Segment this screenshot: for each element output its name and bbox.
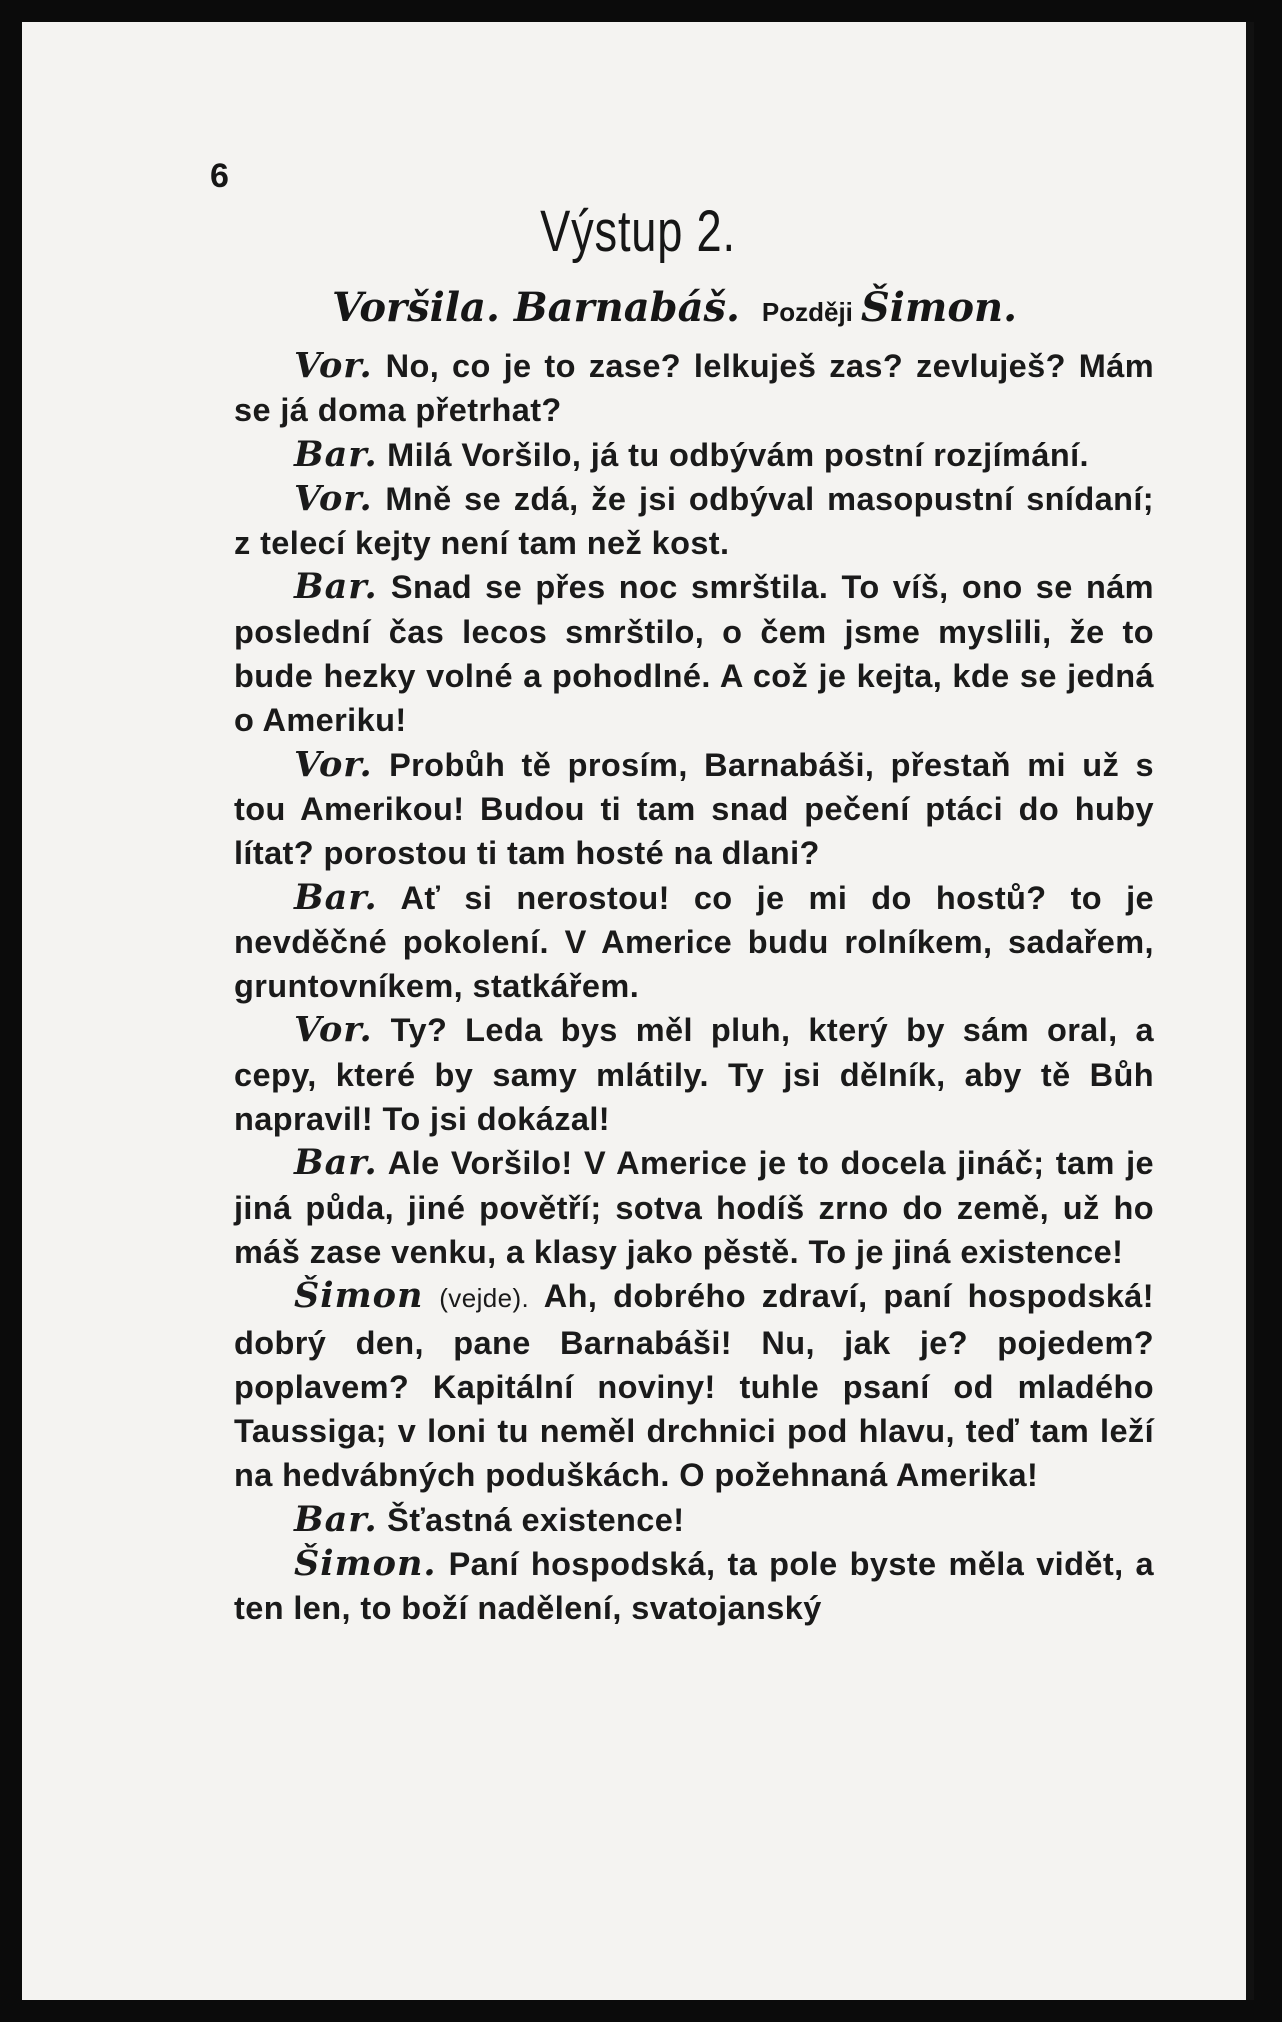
speaker: Bar. [294, 1142, 378, 1184]
speech-text: Probůh tě prosím, Barnabáši, přestaň mi už s tou Amerikou! Budou ti tam snad pečení ptáci do huby lítat? porostou ti tam hosté na dlani? [234, 746, 1154, 872]
character-list [332, 284, 1017, 331]
speaker: Vor. [294, 743, 373, 785]
speech-text: Šťastná existence! [387, 1501, 685, 1538]
speech-text: Ty? Leda bys měl pluh, který by sám oral, a cepy, které by samy mlátily. Ty jsi dělník, aby tě Bůh napravil! To jsi dokázal! [234, 1012, 1154, 1138]
speech [234, 1008, 1154, 1141]
speech-text: Mně se zdá, že jsi odbýval masopustní snídaní; z telecí kejty není tam než kost. [234, 480, 1154, 562]
speaker: Šimon. [294, 1543, 437, 1585]
stage-direction: (vejde). [439, 1283, 530, 1314]
speech [234, 1274, 1154, 1497]
later-label: Později [761, 297, 853, 327]
speech-text: Ale Voršilo! V Americe je to docela jináč; tam je jiná půda, jiné povětří; sotva hodíš zrno do země, už ho máš zase venku, a klasy jako pěstě. To je jiná existence! [234, 1145, 1154, 1270]
speech-text: Ah, dobrého zdraví, paní hospodská! dobrý den, pane Barnabáši! Nu, jak je? pojedem? poplavem? Kapitální noviny! tuhle psaní od mladého Taussiga; v loni tu neměl drchnici pod hlavu, teď tam leží na hedvábných poduškách. O požehnaná Amerika! [234, 1278, 1154, 1494]
scene-title: Výstup 2. [540, 199, 736, 264]
dialogue [234, 344, 1154, 1631]
speech [234, 344, 1154, 433]
page-edge [1246, 22, 1254, 2000]
speech-text: Milá Voršilo, já tu odbývám postní rozjímání. [387, 436, 1089, 473]
speech-text: Ať si nerostou! co je mi do hostů? to je nevděčné pokolení. V Americe budu rolníkem, sadařem, gruntovníkem, statkářem. [234, 879, 1154, 1005]
speech [234, 1141, 1154, 1274]
character-simon: Šimon. [860, 284, 1017, 331]
speech [234, 1498, 1154, 1542]
speaker: Šimon [294, 1275, 424, 1317]
speaker: Vor. [294, 477, 373, 519]
speaker: Bar. [294, 566, 378, 608]
speech-text: Snad se přes noc smrštila. To víš, ono se nám poslední čas lecos smrštilo, o čem jsme myslili, že to bude hezky volné a pohodlné. A což je kejta, kde se jedná o Ameriku! [234, 569, 1154, 739]
character-barnabas: Barnabáš. [513, 284, 740, 331]
speech [234, 477, 1154, 566]
speech [234, 743, 1154, 876]
speaker: Bar. [294, 876, 378, 918]
speech [234, 433, 1154, 477]
speaker: Vor. [294, 345, 373, 386]
speaker: Vor. [294, 1009, 373, 1051]
speech [234, 876, 1154, 1009]
character-vorsila: Voršila. [332, 284, 500, 331]
speech-text: Paní hospodská, ta pole byste měla vidět, a ten len, to boží nadělení, svatojanský [234, 1546, 1154, 1627]
speech [234, 1542, 1154, 1631]
speech-text: No, co je to zase? lelkuješ zas? zevluješ? Mám se já doma přetrhat? [234, 348, 1154, 429]
page-number: 6 [210, 157, 229, 195]
speech [234, 565, 1154, 742]
speaker: Bar. [294, 1498, 378, 1540]
book-page [22, 22, 1254, 2000]
speaker: Bar. [294, 433, 378, 475]
